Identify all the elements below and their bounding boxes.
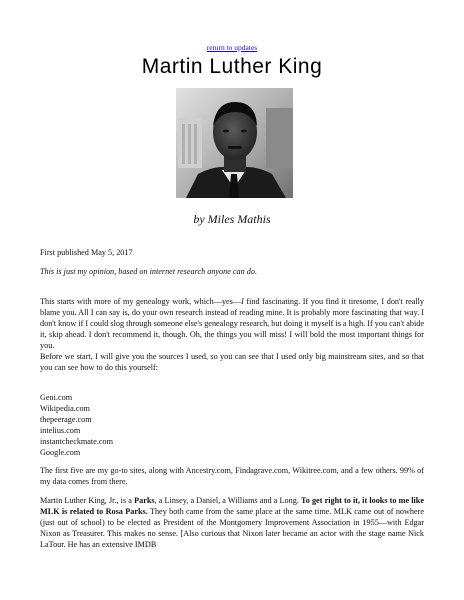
mlk-text-c: They both came from the same place at the same time. MLK came out of nowhere (just out of school) to be elected as President of the Montgomery Improvement Association in 1955—with Edgar Nixon as Treasurer. This makes no sense. [Also curious that Nixon later became an actor with the stage name Nick LaTour. He has an extensive IMDB: [40, 507, 425, 550]
list-item: Geni.com: [40, 393, 73, 402]
return-to-updates-link[interactable]: return to updates: [206, 43, 258, 52]
intro-emphasis: I: [241, 297, 244, 306]
list-item: Wikipedia.com: [40, 404, 90, 414]
mlk-bold-claim: To get right to it, it looks to me like MLK is related to Rosa Parks.: [40, 496, 424, 517]
list-item: intelius.com: [40, 426, 81, 436]
list-item: instantcheckmate.com: [40, 437, 113, 447]
go-to-sites-paragraph: The first five are my go-to sites, along with Ancestry.com, Findagrave.com, Wikitree.com, and a few others. 99% of my data comes from there.: [40, 466, 424, 487]
publish-date: First published May 5, 2017: [40, 248, 133, 257]
mlk-text-b: , a Linsey, a Daniel, a Williams and a Long.: [154, 496, 302, 505]
list-item: Google.com: [40, 448, 81, 458]
list-item: thepeerage.com: [40, 415, 92, 425]
byline: by Miles Mathis: [193, 212, 271, 226]
mlk-text-a: Martin Luther King, Jr., is a: [40, 496, 135, 505]
portrait-photo: [176, 88, 293, 198]
intro-paragraph: [40, 296, 424, 351]
mlk-ancestry-paragraph: [40, 495, 424, 550]
sources-intro-paragraph: Before we start, I will give you the sources I used, so you can see that I used only big mainstream sites, and so that you can see how to do this yourself:: [40, 352, 424, 373]
page-title: Martin Luther King: [141, 55, 323, 78]
sources-list: [40, 392, 424, 459]
intro-text-a: This starts with more of my genealogy work, which—yes—: [40, 297, 242, 306]
intro-text-b: find fascinating. If you find it tiresome, I don't really blame you. All I can say is, do your own research instead of reading mine. It is probably more fascinating that way. I don't know if I could slog through someone else's genealogy research, but doing it myself is a high. If you can't abide it, skip ahead. I don't recommend it, though. Oh, the things you will miss! I will bold the most important things for you.: [40, 297, 424, 351]
opinion-note: This is just my opinion, based on internet research anyone can do.: [40, 267, 258, 276]
mlk-bold-parks: Parks: [134, 496, 155, 505]
